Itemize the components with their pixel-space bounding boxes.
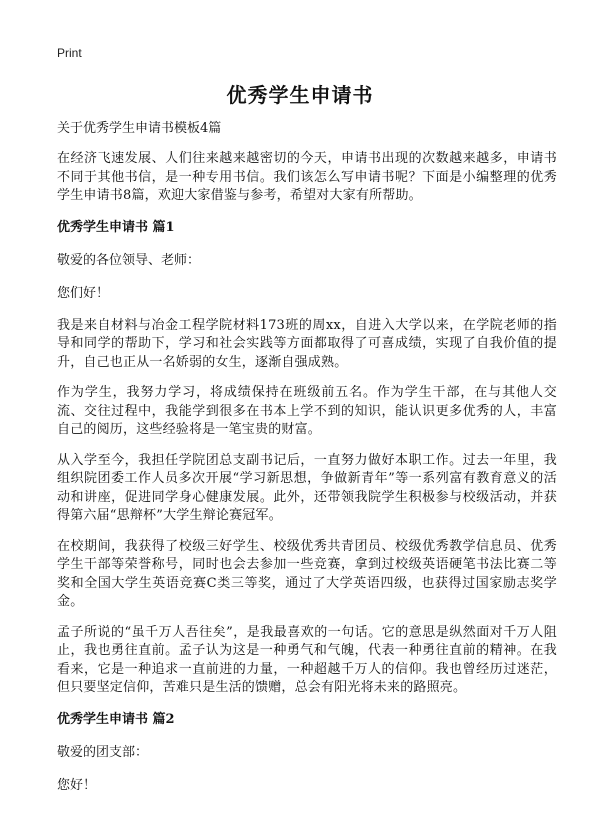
body-paragraph: 我是来自材料与冶金工程学院材料173班的周xx，自进入大学以来，在学院老师的指导和同学的帮助下，学习和社会实践等方面都取得了可喜成绩，实现了自我价值的提升，自己也正从一名娇弱的女生，逐渐自强成熟。 — [57, 317, 557, 370]
body-paragraph: 孟子所说的“虽千万人吾往矣”，是我最喜欢的一句话。它的意思是纵然面对千万人阻止，我也勇往直前。孟子认为这是一种勇气和气魄，代表一种勇往直前的精神。在我看来，它是一种追求一直前进的力量，一种超越千万人的信仰。我也曾经历过迷茫，但只要坚定信仰，苦难只是生活的馈赠，总会有阳光将未来的路照亮。 — [57, 624, 557, 695]
salutation-2: 敬爱的团支部： — [57, 744, 149, 760]
intro-paragraph: 在经济飞速发展、人们往来越来越密切的今天，申请书出现的次数越来越多，申请书不同于其他书信，是一种专用书信。我们该怎么写申请书呢？下面是小编整理的优秀学生申请书8篇，欢迎大家借鉴与参考，希望对大家有所帮助。 — [57, 151, 557, 203]
greeting-1: 您们好！ — [57, 285, 110, 301]
document-subtitle: 关于优秀学生申请书模板4篇 — [57, 121, 222, 136]
salutation-1: 敬爱的各位领导、老师： — [57, 252, 201, 268]
body-paragraph: 从入学至今，我担任学院团总支副书记后，一直努力做好本职工作。过去一年里，我组织院团委工作人员多次开展“学习新思想，争做新青年”等一系列富有教育意义的活动和讲座，促进同学身心健康发展。此外，还带领我院学生积极参与校级活动，并获得第六届“思辩杯”大学生辩论赛冠军。 — [57, 452, 557, 523]
body-paragraph: 作为学生，我努力学习，将成绩保持在班级前五名。作为学生干部，在与其他人交流、交往过程中，我能学到很多在书本上学不到的知识，能认识更多优秀的人，丰富自己的阅历，这些经验将是一笔宝贵的财富。 — [57, 385, 557, 437]
body-paragraph: 在校期间，我获得了校级三好学生、校级优秀共青团员、校级优秀教学信息员、优秀学生干部等荣誉称号，同时也会去参加一些竞赛，拿到过校级英语硬笔书法比赛二等奖和全国大学生英语竞赛C类三等奖，通过了大学英语四级，也获得过国家励志奖学金。 — [57, 538, 557, 609]
print-label: Print — [57, 46, 82, 60]
document-body — [57, 119, 557, 809]
greeting-2: 您好！ — [57, 777, 97, 793]
page-title: 优秀学生申请书 — [226, 83, 374, 107]
section-heading-2: 优秀学生申请书 篇2 — [57, 711, 175, 727]
section-heading-1: 优秀学生申请书 篇1 — [57, 219, 175, 235]
